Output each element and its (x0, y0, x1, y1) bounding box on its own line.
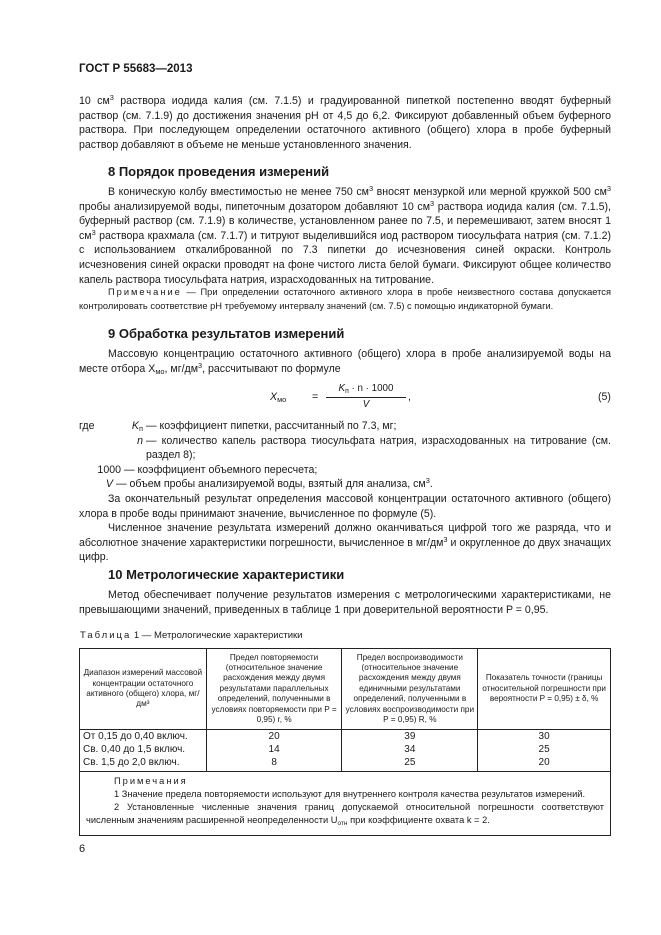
legend-desc-kp: — коэффициент пипетки, рассчитанный по 7.3, мг; (146, 420, 397, 432)
table-header-row (80, 649, 611, 730)
table-notes (80, 772, 611, 836)
header-accuracy: Показатель точности (границы относительной погрешности при вероятности P = 0,95) ± δ, % (478, 649, 611, 730)
fraction-bar (326, 397, 406, 398)
section-10-paragraph: Метод обеспечивает получение результатов измерения с метрологическими характеристиками, не превышающими значений, приведенных в таблице 1 при доверительной вероятности P = 0,95. (79, 589, 611, 616)
formula-numerator: $K_п \cdot n \cdot 1000$ (338, 383, 394, 395)
legend-desc-n: — количество капель раствора тиосульфата натрия, израсходованных на титрование (см. раздел 8); (146, 434, 611, 462)
legend-term-v: V (105, 478, 113, 491)
section-8-note: Примечание — При определении остаточного активного хлора в пробе неизвестного состава допускается контролировать соответствие pH требуемому интервалу значений (см. 7.5) с помощью индикаторной бумаги. (79, 287, 611, 311)
section-8-paragraph: В коническую колбу вместимостью не менее 750 $см^3$ вносят мензуркой или мерной кружкой 500 $см^3$ пробы анализируемой воды, пипеточным дозатором добавляют 10 $см^3$ раствора иодида калия (см. 7.1.5), буферный раствор (см. 7.1.9) в количестве, установленном ранее по 7.5, и перемешивают, затем вносят 1 $см^3$ раствора крахмала (см. 7.1.7) и титруют выделившийся иод раствором тиосульфата натрия (см. 7.1.2) с использованием откалиброванной по 7.3 пипетки до исчезновения синей окраски. Контроль исчезновения синей окраски проводят на фоне чистого листа белой бумаги. Фиксируют общее количество капель раствора тиосульфата натрия, израсходованных на титрование. (79, 184, 611, 286)
table-note-1: 1 Значение предела повторяемости используют для внутреннего контроля качества результатов измерений. (114, 789, 586, 799)
header-repeatability: Предел повторяемости (относительное значение расхождения между двумя результатами параллельных определений, полученными в условиях повторяемости при P = 0,95) r, % (206, 649, 342, 730)
header-reproducibility: Предел воспроизводимости (относительное значение расхождения между двумя единичными результатами определений, полученными в условиях воспроизводимости при P = 0,95) R, % (342, 649, 478, 730)
formula-lhs: $X_{мо}$ (270, 391, 287, 404)
formula-number: (5) (598, 391, 611, 403)
section-8-title: 8 Порядок проведения измерений (108, 164, 330, 179)
legend-term-1000: 1000 (97, 463, 121, 476)
notes-title: Примечания (114, 776, 188, 786)
section-9-paragraph-3: Численное значение результата измерений должно оканчиваться цифрой того же разряда, что и абсолютное значение характеристики погрешности, вычисленное в $мг/дм^3$ и округленное до двух значащих цифр. (79, 522, 611, 564)
formula-denominator: V (362, 399, 370, 410)
intro-paragraph: 10 $см^3$ раствора иодида калия (см. 7.1.5) и градуированной пипеткой постепенно вводят буферный раствор (см. 7.1.9) до достижения значения pH от 4,5 до 6,2. Фиксируют добавленный объем буферного раствора. При последующем определении остаточного активного (общего) хлора в пробе буферный раствор добавляют в объеме не меньше установленного значения. (79, 93, 611, 151)
section-9-paragraph-1: Массовую концентрацию остаточного активного (общего) хлора в пробе анализируемой воды на месте отбора $Х_{мо}$, $мг/дм^3$, рассчитывают по формуле (79, 348, 611, 376)
metrology-table (79, 648, 611, 836)
standard-header: ГОСТ Р 55683—2013 (79, 63, 193, 75)
section-9-title: 9 Обработка результатов измерений (108, 326, 345, 341)
table-row: Св. 0,40 до 1,5 включ. 14 34 25 (80, 743, 611, 756)
legend-term-n: n (137, 434, 143, 447)
table-notes-row (80, 772, 611, 836)
legend-desc-1000: — коэффициент объемного пересчета; (124, 463, 318, 476)
section-10-title: 10 Метрологические характеристики (108, 567, 345, 582)
legend-term-kp: $K_п$ (131, 420, 143, 433)
section-9-paragraph-2: За окончательный результат определения массовой концентрации остаточного активного (общего) хлора в пробе воды принимают значение, вычисленное по формуле (5). (79, 493, 611, 520)
table-row: От 0,15 до 0,40 включ. 20 39 30 (80, 730, 611, 744)
table-note-2: 2 Установленные численные значения границ допускаемой относительной погрешности соответствуют численным значениям расширенной неопределенности $U_{отн}$ при коэффициенте охвата k = 2. (86, 802, 604, 827)
table-row: Св. 1,5 до 2,0 включ. 8 25 20 (80, 756, 611, 772)
where-word: где (79, 420, 95, 432)
table-caption: Таблица 1 — Метрологические характеристики (80, 630, 303, 641)
formula-5: $X_{мо}$ = $K_п \cdot n \cdot 1000$ V , (270, 383, 411, 410)
header-range: Диапазон измерений массовой концентрации остаточного активного (общего) хлора, мг/дм³ (80, 649, 207, 730)
page-number: 6 (79, 843, 86, 855)
legend-desc-v: — объем пробы анализируемой воды, взятый для анализа, $см^3$. (116, 476, 433, 491)
